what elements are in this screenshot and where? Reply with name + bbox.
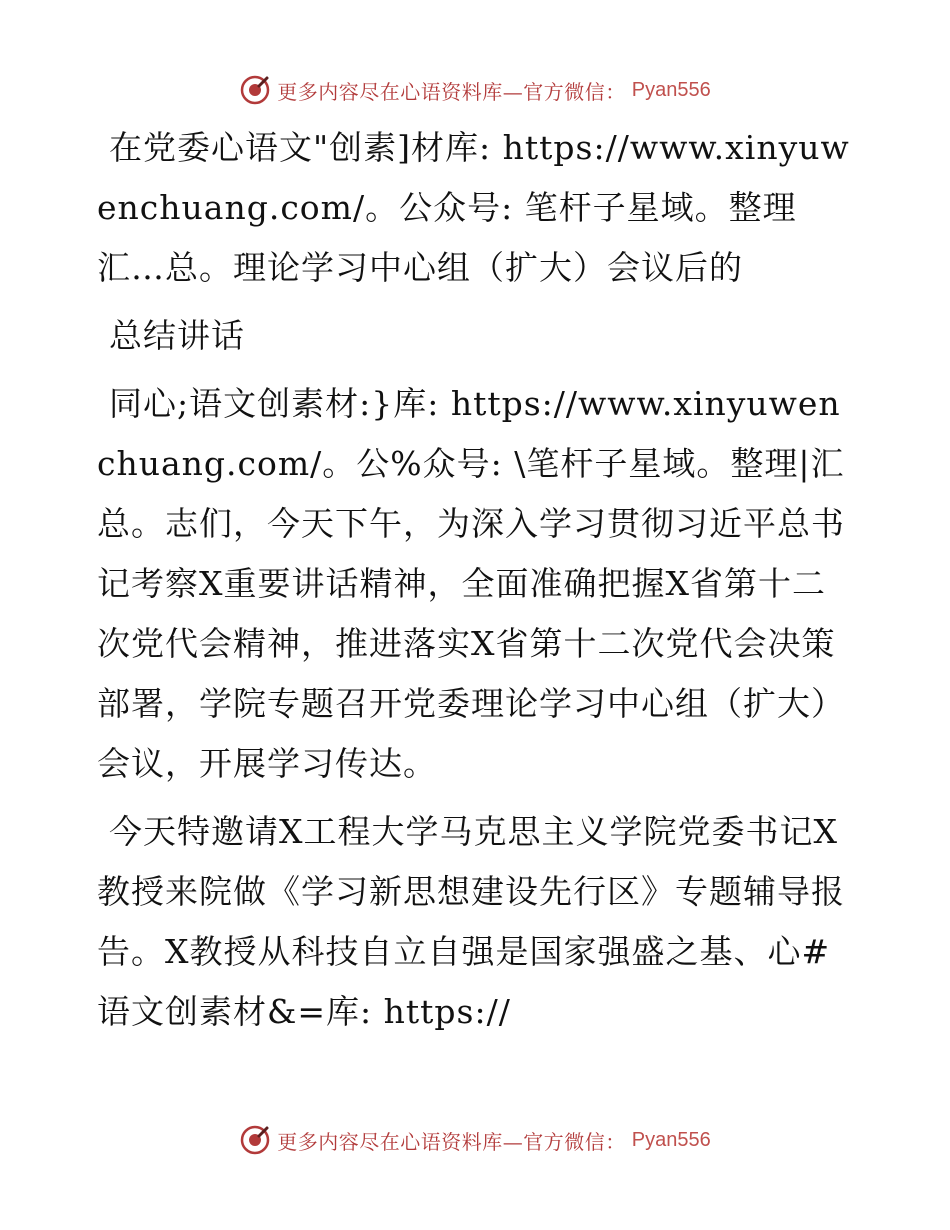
document-body: [97, 118, 857, 1050]
pen-logo-icon: [239, 74, 271, 106]
pen-logo-icon: [239, 1124, 271, 1156]
header-banner: [0, 70, 950, 110]
footer-banner: [0, 1120, 950, 1160]
paragraph-3: 今天特邀请X工程大学马克思主义学院党委书记X教授来院做《学习新思想建设先行区》专题辅导报告。X教授从科技自立自强是国家强盛之基、心#语文创素材&=库: https://: [97, 812, 845, 1031]
paragraph-2: 同心;语文创素材:}库: https://www.xinyuwenchuang.com/。公%众号: \笔杆子星域。整理|汇总。志们，今天下午，为深入学习贯彻习近平总书记考察X重要讲话精神，全面准确把握X省第十二次党代会精神，推进落实X省第十二次党代会决策部署，学院专题召开党委理论学习中心组（扩大）会议，开展学习传达。: [97, 384, 845, 783]
footer-banner-id: Pyan556: [631, 1128, 711, 1151]
header-banner-id: Pyan556: [631, 78, 711, 101]
header-banner-text: 更多内容尽在心语资料库—官方微信：: [277, 79, 626, 104]
paragraph-1: 在党委心语文"创素]材库: https://www.xinyuwenchuang.com/。公众号: 笔杆子星域。整理汇…总。理论学习中心组（扩大）会议后的: [97, 128, 850, 287]
footer-banner-text: 更多内容尽在心语资料库—官方微信：: [277, 1129, 626, 1154]
paragraph-title: 总结讲话: [109, 316, 245, 355]
